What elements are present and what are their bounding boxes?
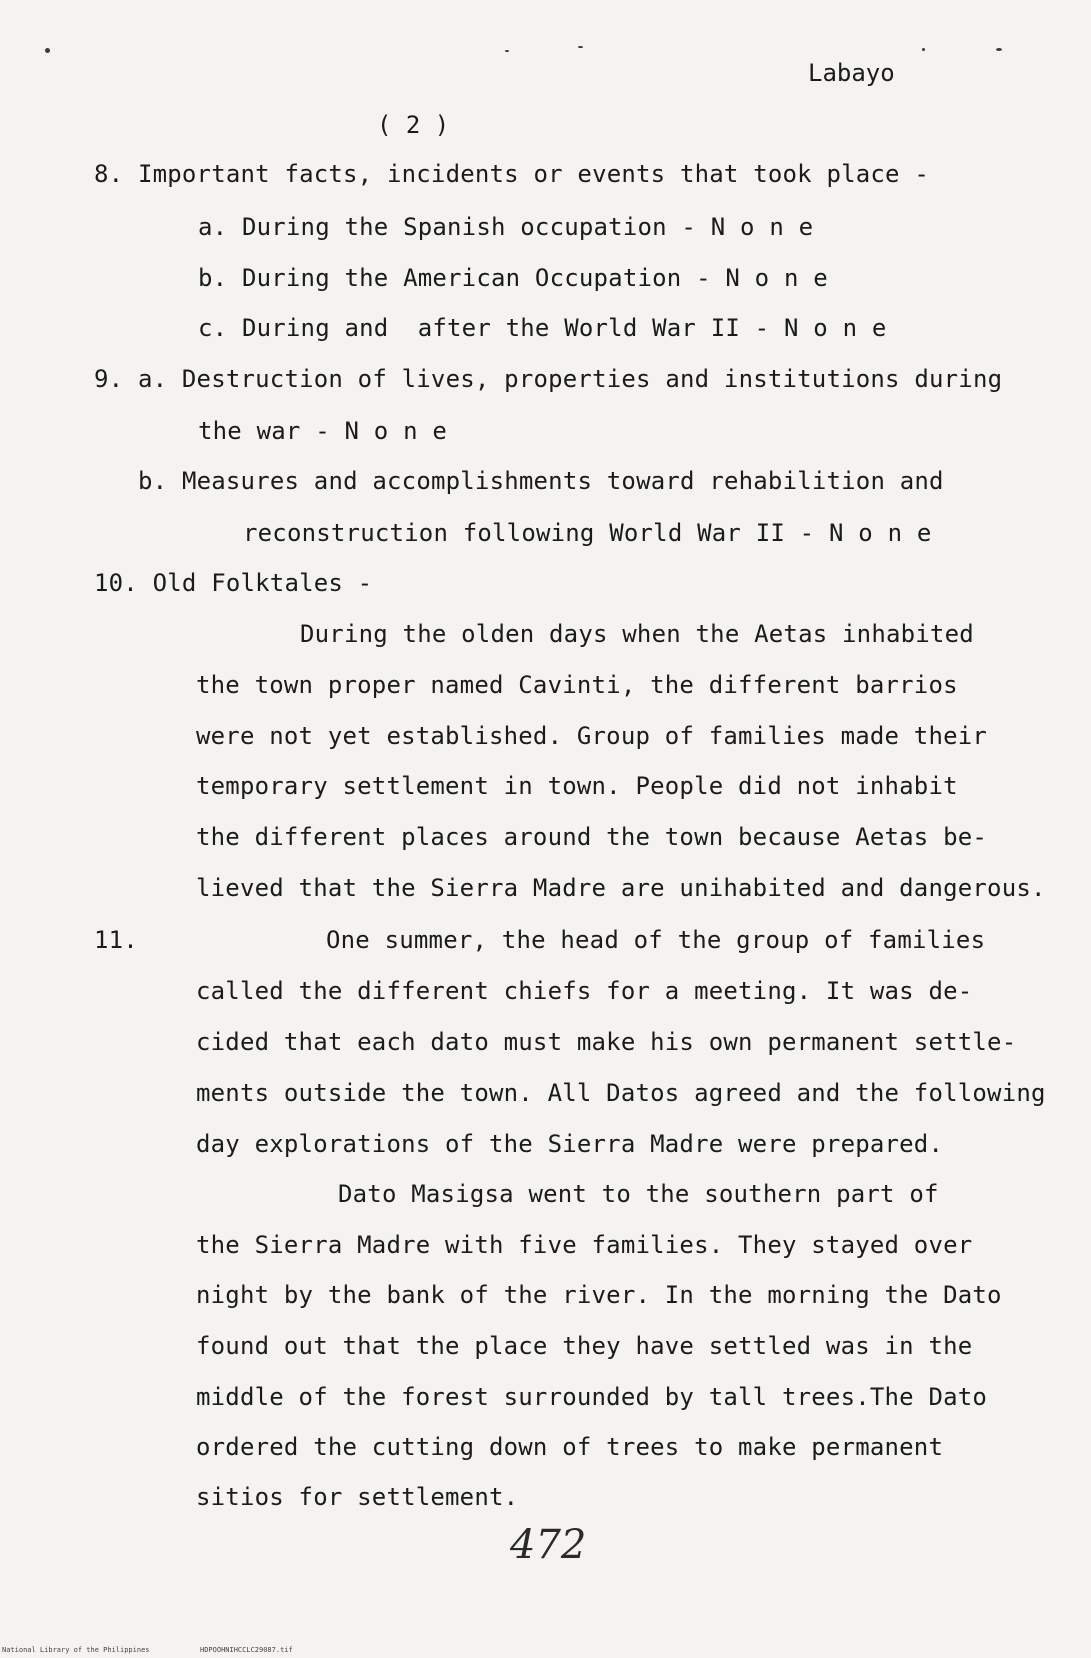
item-8a: a. During the Spanish occupation - N o n e [198,213,814,241]
folktale-p3-line: night by the bank of the river. In the morning the Dato [196,1281,1002,1309]
handwritten-page-number: 472 [510,1522,587,1568]
item-8b: b. During the American Occupation - N o n e [198,264,828,292]
scan-speck [45,48,50,53]
folktale-p1-line: During the olden days when the Aetas inhabited [300,620,974,648]
folktale-p2-line: One summer, the head of the group of families [326,926,986,954]
page-marker: ( 2 ) [377,111,450,139]
folktale-p3-line: Dato Masigsa went to the southern part of [338,1180,939,1208]
item-9b-line1: b. Measures and accomplishments toward rehabilition and [138,467,944,495]
barrio-name: Labayo [808,59,895,87]
scan-speck [578,46,583,48]
item-9a-line1: 9. a. Destruction of lives, properties and institutions during [94,365,1003,393]
folktale-p3-line: sitios for settlement. [196,1483,519,1511]
scan-speck [922,48,925,51]
item-11-number: 11. [94,926,138,954]
item-10-heading: 10. Old Folktales - [94,569,373,597]
item-8c: c. During and after the World War II - N o n e [198,314,887,342]
folktale-p1-line: the town proper named Cavinti, the different barrios [196,671,958,699]
scan-speck [505,50,509,52]
folktale-p2-line: cided that each dato must make his own permanent settle- [196,1028,1017,1056]
folktale-p1-line: lieved that the Sierra Madre are unihabited and dangerous. [196,874,1046,902]
footer-library: National Library of the Philippines [2,1646,150,1654]
folktale-p1-line: were not yet established. Group of families made their [196,722,988,750]
folktale-p3-line: ordered the cutting down of trees to make permanent [196,1433,944,1461]
folktale-p1-line: temporary settlement in town. People did not inhabit [196,772,958,800]
folktale-p3-line: found out that the place they have settled was in the [196,1332,973,1360]
folktale-p3-line: middle of the forest surrounded by tall trees.The Dato [196,1383,988,1411]
folktale-p2-line: day explorations of the Sierra Madre were prepared. [196,1130,944,1158]
scan-speck [996,48,1002,51]
footer-file: HDPOOHNIHCCLC29087.tif [200,1646,293,1654]
folktale-p3-line: the Sierra Madre with five families. They stayed over [196,1231,973,1259]
item-8-heading: 8. Important facts, incidents or events that took place - [94,160,930,188]
folktale-p2-line: ments outside the town. All Datos agreed and the following [196,1079,1046,1107]
item-9a-line2: the war - N o n e [198,417,448,445]
item-9b-line2: reconstruction following World War II - N o n e [243,519,932,547]
folktale-p1-line: the different places around the town because Aetas be- [196,823,988,851]
folktale-p2-line: called the different chiefs for a meeting. It was de- [196,977,973,1005]
